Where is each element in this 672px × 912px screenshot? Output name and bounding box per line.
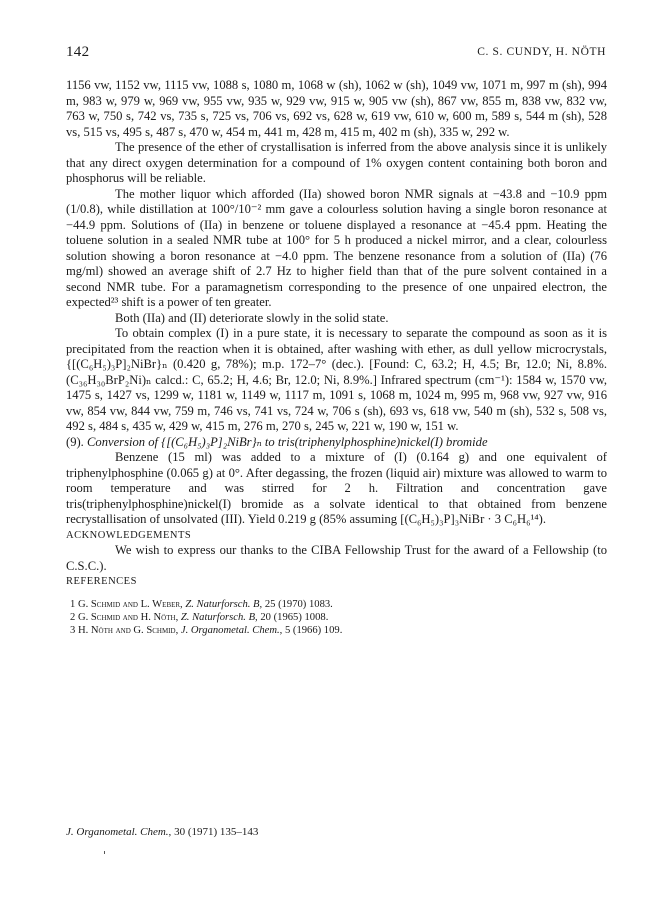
reference-details: 25 (1970) 1083.	[264, 598, 333, 610]
reference-number: 2	[70, 611, 76, 623]
reference-item	[66, 611, 607, 624]
paragraph-conversion: Benzene (15 ml) was added to a mixture of (I) (0.164 g) and one equivalent of triphenylphosphine (0.065 g) at 0°. After degassing, the frozen (liquid air) mixture was allowed to warm to room temperature and was stirred for 2 h. Filtration and concentration gave tris(triphenylphosphine)nickel(I) bromide as a solvate identical to that obtained from benzene recrystallisation of unsolvated (III). Yield 0.219 g (85% assuming [(C₆H₅)₃P]₃NiBr · 3 C₆H₆¹⁴).	[66, 450, 607, 526]
reference-number: 1	[70, 598, 76, 610]
reference-number: 3	[70, 624, 76, 636]
page-header	[66, 44, 606, 66]
article-body	[66, 78, 607, 637]
ir-spectrum-continuation: 1156 vw, 1152 vw, 1115 vw, 1088 s, 1080 m, 1068 w (sh), 1062 w (sh), 1049 vw, 1071 m, 997 m (sh), 994 m, 983 w, 979 w, 969 vw, 955 vw, 935 w, 929 vw, 915 w, 905 vw (sh), 867 vw, 855 m, 838 vw, 832 vw, 763 w, 750 s, 742 vs, 735 s, 725 vs, 706 vs, 692 vs, 628 w, 619 vw, 610 w, 600 m, 589 s, 544 m (sh), 528 vs, 515 vs, 495 s, 487 s, 470 w, 454 m, 441 m, 428 m, 415 m, 402 m (sh), 335 w, 292 w.	[66, 78, 607, 139]
footer-citation: 30 (1971) 135–143	[174, 826, 259, 838]
paragraph-complex-preparation: To obtain complex (I) in a pure state, it is necessary to separate the compound as soon as it is precipitated from the reaction when it is obtained, after washing with ether, as dull yellow microcrystals, {[(C₆H₅)₃P]₂NiBr}ₙ (0.420 g, 78%); m.p. 172–7° (dec.). [Found: C, 63.2; H, 4.5; Br, 12.0; Ni, 8.8%. (C₃₆H₃₀BrP₂Ni)ₙ calcd.: C, 65.2; H, 4.6; Br, 12.0; Ni, 8.9%.] Infrared spectrum (cm⁻¹): 1584 w, 1570 vw, 1475 s, 1427 vs, 1299 w, 1181 w, 1149 w, 1117 m, 1091 s, 1068 m, 1024 m, 995 m, 968 vw, 927 vw, 916 vw, 854 vw, 844 vw, 759 m, 746 vs, 741 vs, 724 w, 706 s (sh), 693 vs, 618 vw, 540 m (sh), 532 s, 508 vs, 492 s, 484 s, 435 w, 429 w, 415 m, 276 m, 270 s, 245 w, 221 w, 190 w, 151 w.	[66, 326, 607, 433]
page-footer	[66, 826, 258, 838]
section-title: Conversion of {[(C₆H₅)₃P]₂NiBr}ₙ to tris(triphenylphosphine)nickel(I) bromide	[87, 434, 488, 449]
footer-journal: J. Organometal. Chem.,	[66, 826, 172, 838]
paragraph-deterioration: Both (IIa) and (II) deteriorate slowly in the solid state.	[115, 310, 389, 325]
reference-list	[66, 598, 607, 637]
reference-journal: Z. Naturforsch. B,	[180, 611, 258, 623]
paragraph-mother-liquor: The mother liquor which afforded (IIa) showed boron NMR signals at −43.8 and −10.9 ppm (1/0.8), while distillation at 100°/10⁻² mm gave a colourless solution having a single boron resonance at −44.9 ppm. Solutions of (IIa) in benzene or toluene displayed a resonance at −45.4 ppm. Heating the toluene solution in a sealed NMR tube at 100° for 5 h produced a nickel mirror, and a clear, colourless solution showing a boron resonance at −4.0 ppm. The benzene resonance from a solution of (IIa) (76 mg/ml) showed an average shift of 2.7 Hz to higher field than that of the pure solvent contained in a second NMR tube. For a paramagnetism corresponding to the presence of one unpaired electron, the expected²³ shift is a power of ten greater.	[66, 186, 607, 309]
running-head: C. S. CUNDY, H. NÖTH	[477, 46, 606, 58]
reference-journal: J. Organometal. Chem.,	[180, 624, 283, 636]
reference-authors: G. Schmid and H. Nöth,	[77, 611, 179, 623]
reference-authors: H. Nöth and G. Schmid,	[77, 624, 179, 636]
acknowledgements-heading: ACKNOWLEDGEMENTS	[66, 529, 192, 541]
references-heading: REFERENCES	[66, 576, 137, 587]
print-speck	[104, 851, 105, 854]
reference-details: 5 (1966) 109.	[284, 624, 343, 636]
reference-authors: G. Schmid and L. Weber,	[77, 598, 183, 610]
reference-journal: Z. Naturforsch. B,	[185, 598, 263, 610]
reference-item	[66, 598, 607, 611]
reference-details: 20 (1965) 1008.	[260, 611, 329, 623]
paragraph-ether-presence: The presence of the ether of crystallisation is inferred from the above analysis since it is unlikely that any direct oxygen determination for a compound of 1% oxygen content containing both boron and phosphorus will be reliable.	[66, 140, 607, 185]
section-heading	[66, 435, 607, 451]
page-number: 142	[66, 44, 90, 60]
acknowledgements-text: We wish to express our thanks to the CIBA Fellowship Trust for the award of a Fellowship (to C.S.C.).	[66, 543, 607, 573]
section-number: (9).	[66, 434, 84, 449]
reference-item	[66, 624, 607, 637]
